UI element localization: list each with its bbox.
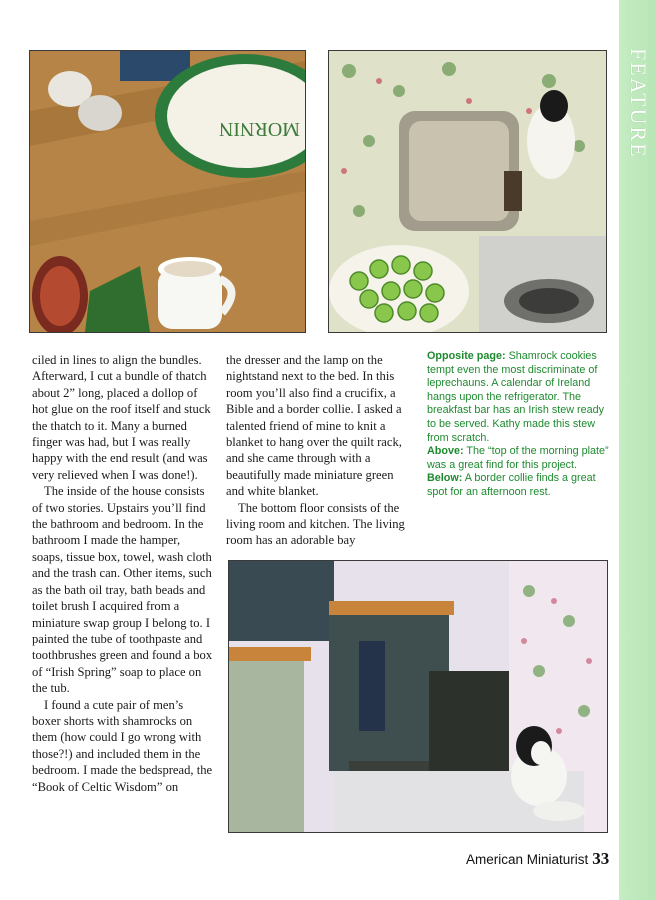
paragraph: The bottom floor consists of the living room and kitchen. The living room has an adorable bay	[226, 500, 405, 548]
photo-cookies-illustration	[329, 51, 606, 332]
magazine-name: American Miniaturist	[466, 852, 589, 867]
body-text-column-1	[32, 352, 214, 795]
caption-text: A border collie finds a great spot for an afternoon rest.	[427, 472, 596, 498]
paragraph: The inside of the house consists of two stories. Upstairs you’ll find the bathroom and bedroom. In the bathroom I made the hamper, soaps, tissue box, towel, wash cloth and the trash can. Other items, such as the bath oil tray, bath beads and toilet brush I acquired from a miniature swap group I belong to. I painted the tube of toothpaste and toothbrushes green and found a box of “Irish Spring” soap to place on the tub.	[32, 484, 213, 696]
photo-shamrock-cookies	[328, 50, 607, 333]
caption-lead: Opposite page:	[427, 350, 506, 362]
body-text-column-2	[226, 352, 408, 549]
paragraph: ciled in lines to align the bundles. Afterward, I cut a bundle of thatch about 2” long, placed a dollop of hot glue on the roof itself and stuck the thatch to it. Many a burned finger was had, but I was really happy with the end result (and was very relieved when I was done!).	[32, 353, 211, 482]
paragraph: the dresser and the lamp on the nightstand next to the bed. In this room you’ll also find a crucifix, a Bible and a border collie. I asked a talented friend of mine to knit a blanket to hang over the quilt rack, and she came through with a beautifully made miniature green and white blanket.	[226, 353, 402, 499]
page-number: 33	[592, 849, 610, 868]
photo-top-of-the-morning-plate	[29, 50, 306, 333]
caption-lead: Below:	[427, 472, 463, 485]
page-footer	[466, 849, 609, 869]
photo-collie-illustration	[229, 561, 607, 832]
caption-below	[427, 472, 612, 499]
svg-text:MORNIN: MORNIN	[218, 118, 300, 140]
photo-border-collie	[228, 560, 608, 833]
caption-opposite-page	[427, 350, 612, 445]
caption-text: The “top of the morning plate” was a great find for this project.	[427, 445, 609, 471]
caption-above	[427, 445, 612, 472]
feature-label: FEATURE	[626, 48, 651, 159]
photo-plate-illustration	[30, 51, 305, 332]
paragraph: I found a cute pair of men’s boxer shorts with shamrocks on them (how could I go wrong with those?!) and included them in the bedroom. I made the bedspread, the “Book of Celtic Wisdom” on	[32, 697, 213, 794]
caption-text: Shamrock cookies tempt even the most discriminate of leprechauns. A calendar of Ireland hangs upon the refrigerator. The breakfast bar has an Irish stew ready to be served. Kathy made this stew from scratch.	[427, 350, 605, 444]
caption-lead: Above:	[427, 445, 464, 458]
photo-captions	[427, 350, 612, 500]
